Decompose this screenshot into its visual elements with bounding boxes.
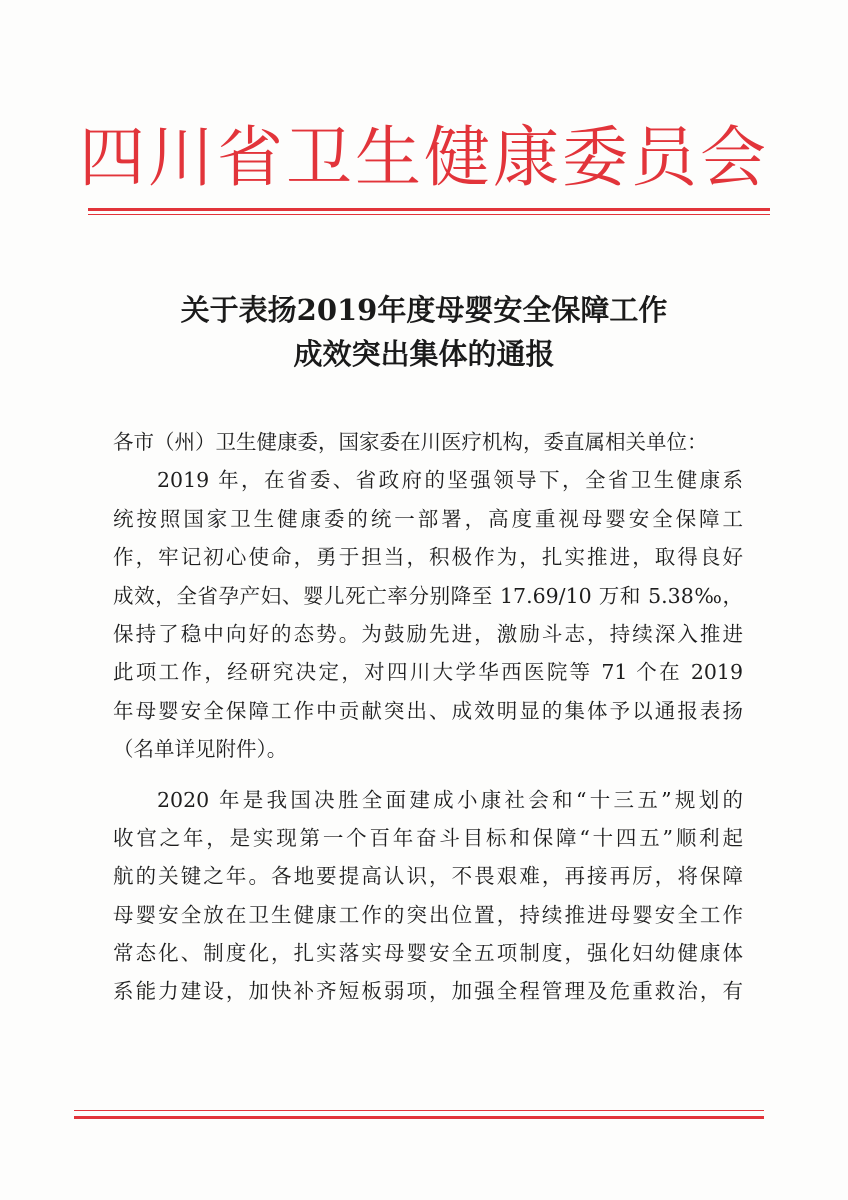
letterhead-org-name: 四川省卫生健康委员会 (79, 119, 769, 196)
paragraph-1 (113, 461, 743, 768)
paragraph-1-line: 2019 年，在省委、省政府的坚强领导下，全省卫生健康系 (157, 468, 743, 493)
paragraph-1-line: （名单详见附件）。 (113, 737, 288, 762)
letterhead-rule-thin (88, 214, 770, 215)
paragraph-1-line: 成效，全省孕产妇、婴儿死亡率分别降至 17.69/10 万和 5.38‰， (113, 583, 743, 608)
document-title-line-2: 成效突出集体的通报 (293, 337, 555, 371)
paragraph-1-line: 保持了稳中向好的态势。为鼓励先进，激励斗志，持续深入推进 (113, 621, 743, 646)
document-body (113, 423, 743, 1011)
document-title (0, 288, 848, 376)
paragraph-2-line: 收官之年，是实现第一个百年奋斗目标和保障“十四五”顺利起 (113, 825, 743, 850)
paragraph-1-line: 此项工作，经研究决定，对四川大学华西医院等 71 个在 2019 (113, 660, 743, 685)
paragraph-2-line: 航的关键之年。各地要提高认识，不畏艰难，再接再厉，将保障 (113, 864, 743, 889)
footer-rule-thin (74, 1110, 764, 1111)
paragraph-2-line: 母婴安全放在卫生健康工作的突出位置，持续推进母婴安全工作 (113, 902, 743, 927)
salutation: 各市（州）卫生健康委，国家委在川医疗机构，委直属相关单位： (113, 430, 708, 454)
paragraph-2-line: 系能力建设，加快补齐短板弱项，加强全程管理及危重救治，有 (113, 979, 743, 1004)
paragraph-1-line: 年母婴安全保障工作中贡献突出、成效明显的集体予以通报表扬 (113, 698, 743, 723)
paragraph-2-line: 常态化、制度化，扎实落实母婴安全五项制度，强化妇幼健康体 (113, 941, 743, 966)
footer-rule-thick (74, 1116, 764, 1119)
paragraph-1-line: 作，牢记初心使命，勇于担当，积极作为，扎实推进，取得良好 (113, 545, 743, 570)
paragraph-2-line: 2020 年是我国决胜全面建成小康社会和“十三五”规划的 (157, 787, 743, 812)
letterhead-rule-thick (88, 208, 770, 211)
paragraph-1-line: 统按照国家卫生健康委的统一部署，高度重视母婴安全保障工 (113, 506, 743, 531)
paragraph-2 (113, 781, 743, 1011)
paragraph-gap (113, 769, 743, 781)
document-title-line-1: 关于表扬2019年度母婴安全保障工作 (180, 293, 668, 327)
